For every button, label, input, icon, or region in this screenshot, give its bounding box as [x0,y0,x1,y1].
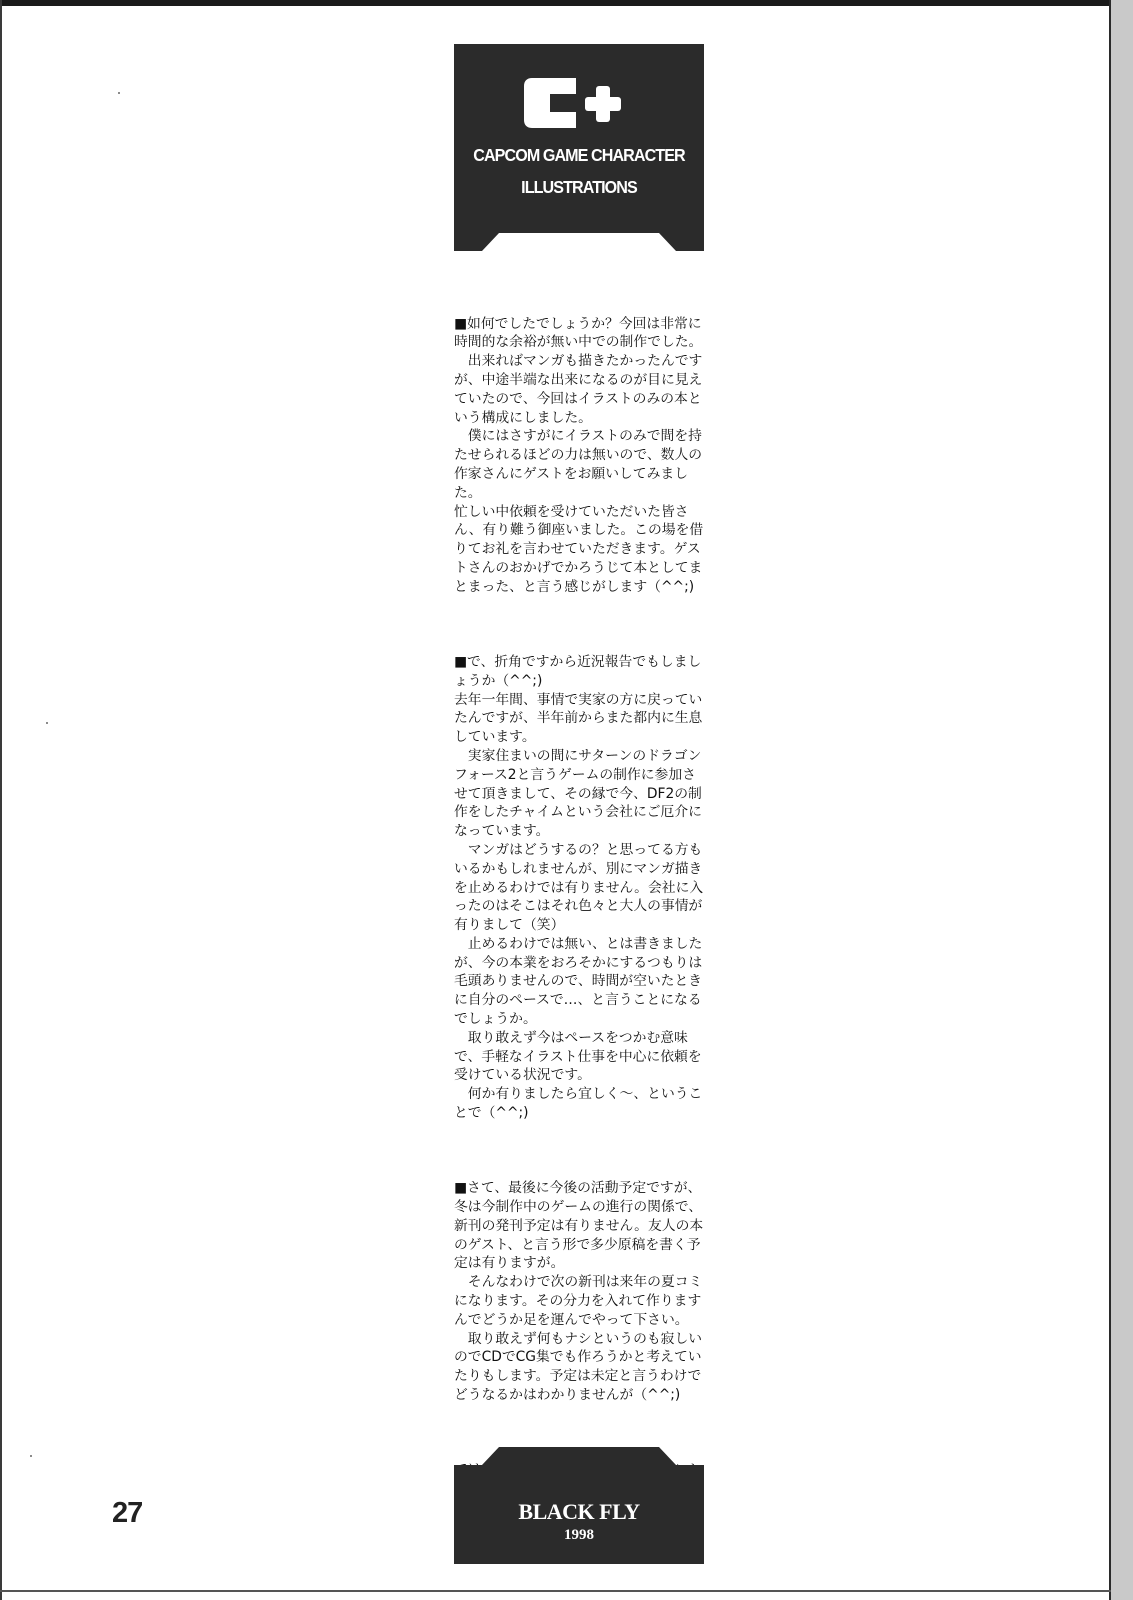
header-title-line1: CAPCOM GAME CHARACTER [473,145,685,165]
paragraph-intro: ■如何でしたでしょうか？今回は非常に時間的な余裕が無い中での制作でした。 出来ればマンガも描きたかったんですが、中途半端な出来になるのが目に見えていたので、今回はイラストのみの本という構成にしました。 僕にはさすがにイラストのみで間を持たせられるほどの力は無いので、数人の作家さんにゲストをお願いしてみました。 忙しい中依頼を受けていただいた皆さん、有り難う御座いました。この場を借りてお礼を言わせていただきます。ゲストさんのおかげでかろうじて本としてまとまった、と言う感じがします（^^;) [454,315,704,595]
header-box [454,44,704,251]
c-plus-logo-icon [524,78,634,130]
scan-speck [118,92,120,94]
header-title-line2: ILLUSTRATIONS [521,177,637,197]
scan-left-border [0,0,2,1600]
publication-year: 1998 [564,1527,594,1543]
scan-speck [30,1455,32,1457]
scan-bottom-border [0,1590,1111,1592]
page-number: 27 [112,1497,143,1529]
paragraph-plans: ■さて、最後に今後の活動予定ですが、冬は今制作中のゲームの進行の関係で、新刊の発刊予定は有りません。友人の本のゲスト、と言う形で多少原稿を書く予定は有りますが。 そんなわけで次の新刊は来年の夏コミになります。その分力を入れて作りますんでどうか足を運んでやって下さい。 取り敢えず何もナシというのも寂しいのでCDでCG集でも作ろうかと考えていたりもします。予定は未定と言うわけでどうなるかはわかりませんが（^^;) [454,1180,704,1404]
scan-speck [46,722,48,724]
c-plus-logo [454,72,704,192]
afterword-text [454,277,704,1518]
footer-box [454,1447,704,1564]
scan-top-border [0,0,1133,6]
paragraph-news: ■で、折角ですから近況報告でもしましょうか（^^;) 去年一年間、事情で実家の方に戻っていたんですが、半年前からまた都内に生息しています。 実家住まいの間にサターンのドラゴンフォース2と言うゲームの制作に参加させて頂きまして、その縁で今、DF2の制作をしたチャイムという会社にご厄介になっています。 マンガはどうするの？と思ってる方もいるかもしれませんが、別にマンガ描きを止めるわけでは有りません。会社に入ったのはそこはそれ色々と大人の事情が有りまして（笑） 止めるわけでは無い、とは書きましたが、今の本業をおろそかにするつもりは毛頭ありませんので、時間が空いたときに自分のペースで…、と言うことになるでしょうか。 取り敢えず今はペースをつかむ意味で、手軽なイラスト仕事を中心に依頼を受けている状況です。 何か有りましたら宜しく～、ということで（^^;) [454,653,704,1122]
circle-name: BLACK FLY [518,1499,640,1524]
scan-right-border [1111,0,1133,1600]
